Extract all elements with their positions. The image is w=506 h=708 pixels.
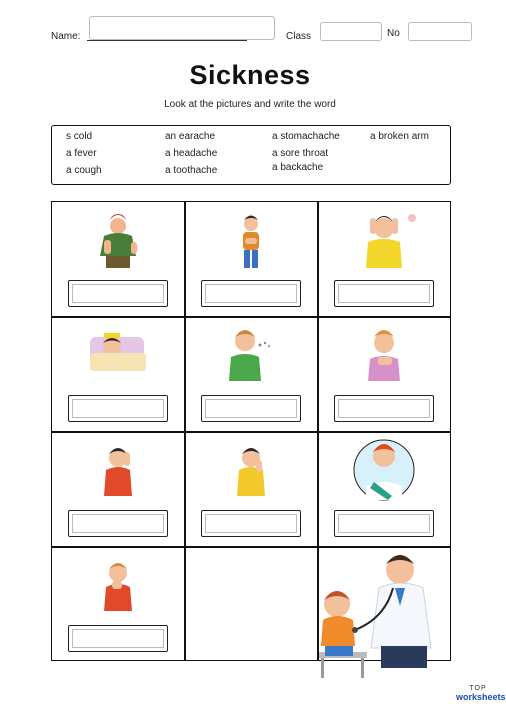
picture-cell [185,317,318,432]
word-bank-item: a sore throat [272,148,329,159]
picture-cell [318,202,451,317]
fever-boy-in-bed-icon [52,317,185,393]
earache-boy-icon [52,432,185,508]
page-title: Sickness [189,60,311,90]
answer-box[interactable] [68,510,168,537]
broken-arm-boy-icon [318,432,451,508]
answer-box[interactable] [201,280,301,307]
word-bank [51,125,451,185]
instructions: Look at the pictures and write the word [164,99,336,110]
cold-boy-icon [318,317,451,393]
logo-text-bottom: worksheets [456,692,506,702]
answer-box[interactable] [334,280,434,307]
word-bank-item: a broken arm [370,131,429,142]
picture-cell [52,317,185,432]
word-bank-item: s cold [66,131,93,142]
answer-box[interactable] [68,625,168,652]
logo-text-top: TOP [469,685,487,692]
cough-boy-icon [185,317,318,393]
picture-cell [52,432,185,547]
answer-box[interactable] [201,395,301,422]
no-field[interactable] [408,22,472,41]
word-bank-item: a toothache [165,165,218,176]
toothache-boy-icon [185,432,318,508]
brand-logo [456,685,506,702]
word-bank-item: a cough [66,165,102,176]
stomachache-boy-icon [185,202,318,278]
picture-cell [318,432,451,547]
answer-box[interactable] [68,280,168,307]
name-label: Name: [51,31,81,42]
picture-cell [318,317,451,432]
no-label: No [387,28,400,39]
answer-box[interactable] [68,395,168,422]
answer-box[interactable] [201,510,301,537]
picture-cell [185,432,318,547]
answer-box[interactable] [334,395,434,422]
class-label: Class [286,31,312,42]
picture-cell [185,202,318,317]
answer-box[interactable] [334,510,434,537]
name-field[interactable] [89,16,275,40]
backache-boy-icon [52,202,185,278]
name-underline [87,40,247,41]
sore-throat-boy-icon [52,547,185,623]
picture-cell [52,202,185,317]
class-field[interactable] [320,22,382,41]
word-bank-item: a backache [272,162,324,173]
headache-boy-icon [318,202,451,278]
doctor-examining-child-icon [315,548,455,678]
word-bank-item: an earache [165,131,216,142]
word-bank-item: a fever [66,148,97,159]
picture-cell [52,547,185,662]
word-bank-item: a stomachache [272,131,340,142]
word-bank-item: a headache [165,148,218,159]
